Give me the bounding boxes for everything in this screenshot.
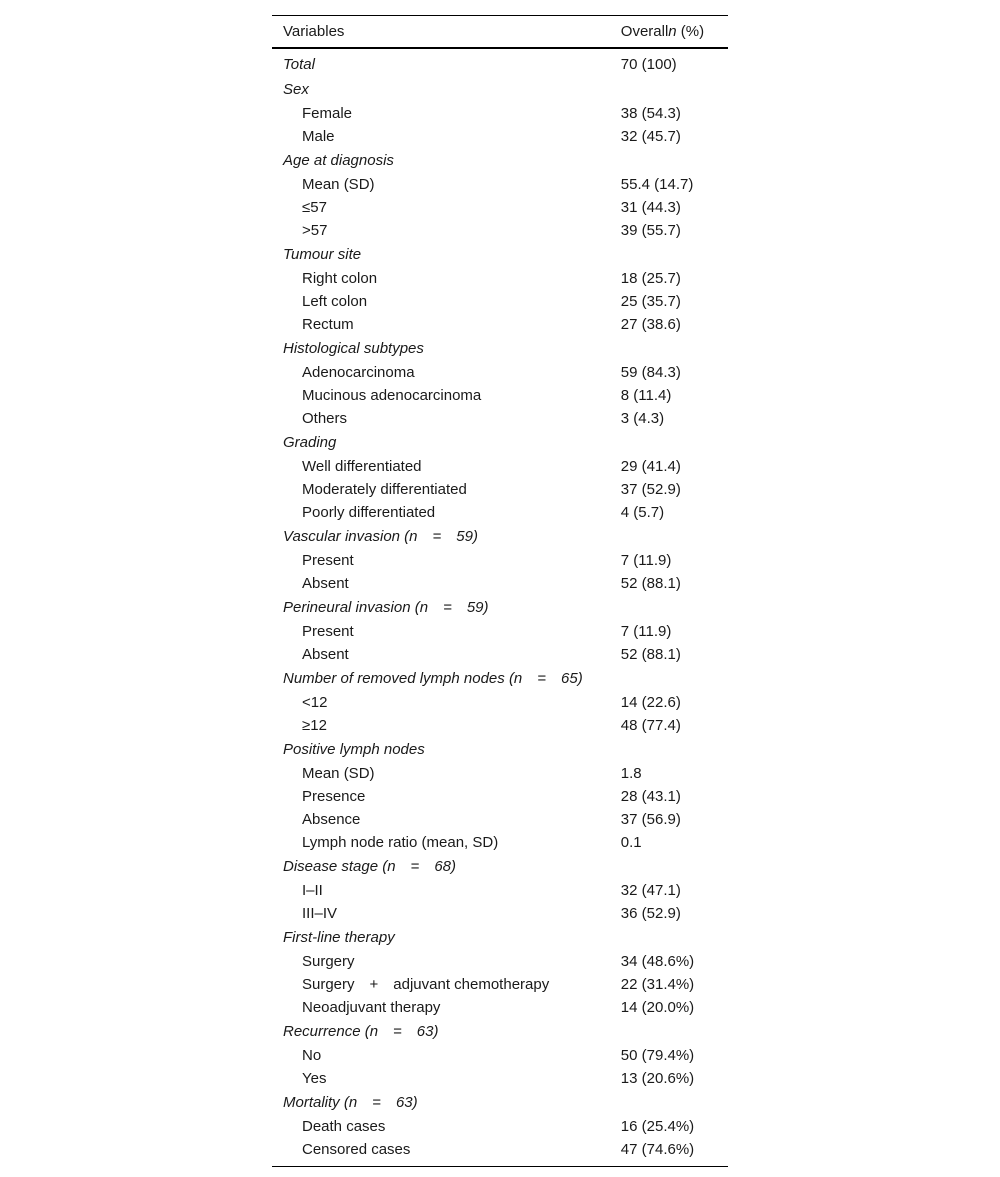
table-row xyxy=(272,620,728,643)
table-row xyxy=(272,1044,728,1067)
group-label: Grading xyxy=(283,434,337,451)
table-group-row xyxy=(272,430,728,455)
table-row xyxy=(272,1115,728,1138)
group-label: Disease stage (n = 68) xyxy=(283,858,456,875)
row-label: ≤57 xyxy=(302,199,327,216)
table-row xyxy=(272,549,728,572)
row-label: Present xyxy=(302,623,354,640)
row-label: Neoadjuvant therapy xyxy=(302,999,441,1016)
group-label: Recurrence (n = 63) xyxy=(283,1023,439,1040)
row-label: Mean (SD) xyxy=(302,765,375,782)
row-value: 3 (4.3) xyxy=(620,410,665,427)
row-value: 47 (74.6%) xyxy=(620,1141,695,1158)
row-value: 7 (11.9) xyxy=(620,552,672,569)
row-label: Well differentiated xyxy=(302,458,422,475)
table-row xyxy=(272,950,728,973)
table-row xyxy=(272,1138,728,1166)
table-header xyxy=(272,16,728,49)
row-value xyxy=(621,336,728,361)
row-label: Lymph node ratio (mean, SD) xyxy=(302,834,499,851)
row-value: 7 (11.9) xyxy=(620,623,672,640)
row-value: 4 (5.7) xyxy=(620,504,665,521)
row-value xyxy=(621,430,728,455)
row-value: 18 (25.7) xyxy=(620,270,681,287)
row-value: 8 (11.4) xyxy=(620,387,672,404)
group-label: Number of removed lymph nodes (n = 65) xyxy=(283,670,583,687)
row-value: 52 (88.1) xyxy=(620,646,681,663)
row-label: Poorly differentiated xyxy=(302,504,436,521)
row-label: Censored cases xyxy=(302,1141,411,1158)
row-label: Right colon xyxy=(302,270,378,287)
row-value xyxy=(621,77,728,102)
row-label: Adenocarcinoma xyxy=(302,364,415,381)
row-value: 16 (25.4%) xyxy=(620,1118,695,1135)
header-overall-n: n xyxy=(668,23,677,40)
row-label: Rectum xyxy=(302,316,354,333)
table-row xyxy=(272,125,728,148)
row-value: 39 (55.7) xyxy=(620,222,681,239)
row-value: 59 (84.3) xyxy=(620,364,681,381)
row-value: 34 (48.6%) xyxy=(620,953,695,970)
row-label: I–II xyxy=(302,882,323,899)
table-row xyxy=(272,879,728,902)
row-label: Absent xyxy=(302,646,349,663)
row-value: 22 (31.4%) xyxy=(620,976,695,993)
table-row xyxy=(272,267,728,290)
row-label: Absent xyxy=(302,575,349,592)
group-label: Mortality (n = 63) xyxy=(283,1094,418,1111)
group-label: Sex xyxy=(283,81,309,98)
table-row xyxy=(272,219,728,242)
row-label: Present xyxy=(302,552,354,569)
row-label: No xyxy=(302,1047,322,1064)
row-value: 52 (88.1) xyxy=(620,575,681,592)
row-value: 29 (41.4) xyxy=(620,458,681,475)
table-row xyxy=(272,808,728,831)
row-label: Presence xyxy=(302,788,366,805)
row-label: Mean (SD) xyxy=(302,176,375,193)
row-value xyxy=(621,854,728,879)
row-value xyxy=(621,524,728,549)
header-overall-suffix: (%) xyxy=(676,23,705,40)
row-label: Left colon xyxy=(302,293,368,310)
table-row xyxy=(272,407,728,430)
row-label: Mucinous adenocarcinoma xyxy=(302,387,482,404)
row-label: Female xyxy=(302,105,353,122)
table-row xyxy=(272,102,728,125)
table-row xyxy=(272,313,728,336)
group-label: First-line therapy xyxy=(283,929,395,946)
row-value: 13 (20.6%) xyxy=(620,1070,695,1087)
table-row xyxy=(272,196,728,219)
row-value xyxy=(621,1090,728,1115)
row-label: III–IV xyxy=(302,905,338,922)
table-group-row xyxy=(272,737,728,762)
row-value: 27 (38.6) xyxy=(620,316,681,333)
group-label: Age at diagnosis xyxy=(283,152,394,169)
row-value: 37 (56.9) xyxy=(620,811,681,828)
group-label: Perineural invasion (n = 59) xyxy=(283,599,489,616)
table-row xyxy=(272,173,728,196)
table-group-row xyxy=(272,1019,728,1044)
row-value: 50 (79.4%) xyxy=(620,1047,695,1064)
table-row xyxy=(272,831,728,854)
row-value: 14 (22.6) xyxy=(620,694,681,711)
row-value xyxy=(621,737,728,762)
header-overall-prefix: Overall xyxy=(620,23,669,40)
table-row xyxy=(272,785,728,808)
row-value xyxy=(621,242,728,267)
table-row xyxy=(272,384,728,407)
table-row xyxy=(272,973,728,996)
row-label: Yes xyxy=(302,1070,327,1087)
table-row xyxy=(272,478,728,501)
table-row xyxy=(272,455,728,478)
row-value xyxy=(621,148,728,173)
row-value xyxy=(621,595,728,620)
table-row xyxy=(272,902,728,925)
row-value xyxy=(621,925,728,950)
header-variables: Variables xyxy=(283,23,345,40)
table-row xyxy=(272,691,728,714)
row-value xyxy=(621,1019,728,1044)
row-value xyxy=(621,666,728,691)
characteristics-table-container xyxy=(272,15,728,1167)
row-value: 38 (54.3) xyxy=(620,105,681,122)
table-group-row xyxy=(272,148,728,173)
table-row xyxy=(272,762,728,785)
row-label: Others xyxy=(302,410,348,427)
row-label: >57 xyxy=(302,222,328,239)
header-overall xyxy=(621,16,728,49)
row-value: 32 (47.1) xyxy=(620,882,681,899)
table-row xyxy=(272,290,728,313)
header-row xyxy=(272,16,728,49)
table-group-row xyxy=(272,48,728,77)
row-value: 36 (52.9) xyxy=(620,905,681,922)
table-group-row xyxy=(272,1090,728,1115)
table-row xyxy=(272,572,728,595)
row-value: 25 (35.7) xyxy=(620,293,681,310)
row-value: 37 (52.9) xyxy=(620,481,681,498)
row-label: Surgery + adjuvant chemotherapy xyxy=(302,976,550,993)
table-body xyxy=(272,48,728,1166)
table-row xyxy=(272,361,728,384)
row-label: ≥12 xyxy=(302,717,327,734)
row-label: Absence xyxy=(302,811,361,828)
group-label: Vascular invasion (n = 59) xyxy=(283,528,478,545)
row-value: 55.4 (14.7) xyxy=(620,176,694,193)
row-value: 70 (100) xyxy=(620,56,677,73)
table-row xyxy=(272,501,728,524)
group-label: Positive lymph nodes xyxy=(283,741,425,758)
row-value: 14 (20.0%) xyxy=(620,999,695,1016)
table-row xyxy=(272,996,728,1019)
row-value: 31 (44.3) xyxy=(620,199,681,216)
row-label: Moderately differentiated xyxy=(302,481,467,498)
table-row xyxy=(272,643,728,666)
row-label: Male xyxy=(302,128,335,145)
table-group-row xyxy=(272,666,728,691)
row-label: ˂12 xyxy=(302,694,328,711)
table-group-row xyxy=(272,77,728,102)
row-value: 1.8 xyxy=(620,765,642,782)
table-row xyxy=(272,1067,728,1090)
row-value: 48 (77.4) xyxy=(620,717,681,734)
table-group-row xyxy=(272,854,728,879)
group-label: Histological subtypes xyxy=(283,340,424,357)
table-group-row xyxy=(272,336,728,361)
row-label: Surgery xyxy=(302,953,355,970)
table-group-row xyxy=(272,595,728,620)
table-row xyxy=(272,714,728,737)
row-value: 28 (43.1) xyxy=(620,788,681,805)
characteristics-table xyxy=(272,15,728,1166)
group-label: Total xyxy=(283,56,315,73)
table-group-row xyxy=(272,242,728,267)
table-group-row xyxy=(272,925,728,950)
group-label: Tumour site xyxy=(283,246,362,263)
bottom-rule xyxy=(272,1166,728,1167)
table-group-row xyxy=(272,524,728,549)
row-value: 32 (45.7) xyxy=(620,128,681,145)
row-label: Death cases xyxy=(302,1118,386,1135)
row-value: 0.1 xyxy=(620,834,642,851)
